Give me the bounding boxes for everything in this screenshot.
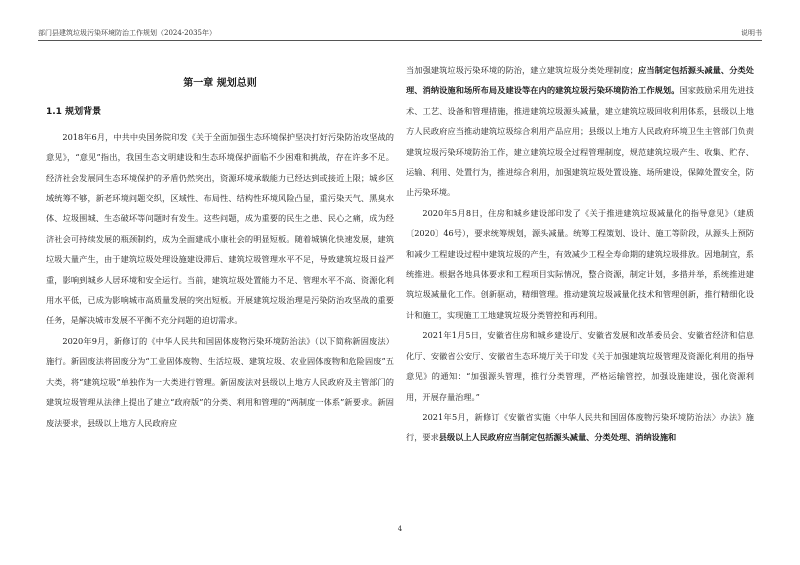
paragraph: 2020年5月8日，住房和城乡建设部印发了《关于推进建筑垃圾减量化的指导意见》（建质〔2020〕46号），要求统筹规划，源头减量。统筹工程策划、设计、施工等阶段，从源头上预防和减少工程建设过程中建筑垃圾的产生，有效减少工程全寿命期的建筑垃圾排放。因地制宜，系统推进。根据各地具体要求和工程项目实际情况，整合资源，制定计划，多措并举，系统推进建筑垃圾减量化工作。创新驱动，精细管理。推动建筑垃圾减量化技术和管理创新，推行精细化设计和施工，实现施工工地建筑垃圾分类管控和再利用。 xyxy=(406,207,754,320)
text-run: 2021年5月，新修订《安徽省实施〈中华人民共和国固体废物污染环境防治法〉办法》施行，要求 xyxy=(406,411,754,443)
paragraph xyxy=(406,60,754,203)
paragraph: 2020年9月，新修订的《中华人民共和国固体废物污染环境防治法》（以下简称新固废法）施行。新固废法将固废分为“工业固体废物、生活垃圾、建筑垃圾、农业固体废物和危险固废”五大类，将“建筑垃圾”单独作为一大类进行管理。新固废法对县级以上地方人民政府及主管部门的建筑垃圾管理从法律上提出了建立“政府版”的分类、利用和管理的“两制度一体系”新要求。新固废法要求，县级以上地方人民政府应 xyxy=(46,335,394,428)
bold-text-run: 县级以上人民政府应当制定包括源头减量、分类处理、消纳设施和 xyxy=(438,432,677,443)
left-column xyxy=(46,70,394,433)
section-title: 1.1 规划背景 xyxy=(46,107,102,118)
chapter-title: 第一章 规划总则 xyxy=(183,78,257,89)
text-run: 当加强建筑垃圾污染环境的防治，建立建筑垃圾分类处理制度； xyxy=(406,65,638,75)
paragraph xyxy=(406,407,754,448)
bold-text-run: 应当制定包括源头减量、分类处理、消纳设施和场所布局及建设等在内的建筑垃圾污染环境防治工作规划。 xyxy=(406,65,754,96)
paragraph: 2021年1月5日，安徽省住房和城乡建设厅、安徽省发展和改革委员会、安徽省经济和信息化厅、安徽省公安厅、安徽省生态环境厅关于印发《关于加强建筑垃圾管理及资源化利用的指导意见》的通知：“加强源头管理，推行分类管理，严格运输管控，加强设施建设，强化资源利用，开展存量治理。” xyxy=(406,330,754,402)
paragraph: 2018年6月，中共中央国务院印发《关于全面加强生态环境保护坚决打好污染防治攻坚战的意见》，“意见”指出，我国生态文明建设和生态环境保护面临不少困难和挑战，存在许多不足。经济社会发展同生态环境保护的矛盾仍然突出，资源环境承载能力已经达到或接近上限；城乡区域统筹不够，新老环境问题交织，区域性、布局性、结构性环境风险凸显，重污染天气、黑臭水体、垃圾围城、生态破坏等问题时有发生。这些问题，成为重要的民生之患、民心之痛，成为经济社会可持续发展的瓶颈制约，成为全面建成小康社会的明显短板。随着城镇化快速发展，建筑垃圾大量产生，由于建筑垃圾处理设施建设滞后、建筑垃圾管理水平不足，导致建筑垃圾日益严重，影响到城乡人居环境和安全运行。当前，建筑垃圾处置能力不足、管理水平不高、资源化利用水平低，已成为影响城市高质量发展的突出短板。开展建筑垃圾治理是污染防治攻坚战的重要任务，是解决城市发展不平衡不充分问题的迫切需求。 xyxy=(46,131,394,326)
header-rule xyxy=(38,40,762,41)
page-header-right: 说明书 xyxy=(741,29,762,37)
page-header-left: 部门县建筑垃圾污染环境防治工作规划（2024-2035年） xyxy=(38,29,216,37)
page-number: 4 xyxy=(397,525,403,533)
text-run: 国家鼓励采用先进技术、工艺、设备和管理措施，推进建筑垃圾源头减量，建立建筑垃圾回收利用体系，县级以上地方人民政府应当推动建筑垃圾综合利用产品应用；县级以上地方人民政府环境卫生主管部门负责建筑垃圾污染环境防治工作，建立建筑垃圾全过程管理制度，规范建筑垃圾产生、收集、贮存、运输、利用、处置行为，推进综合利用，加强建筑垃圾处置设施、场所建设，保障处置安全，防止污染环境。 xyxy=(406,85,754,198)
right-column xyxy=(406,60,754,448)
